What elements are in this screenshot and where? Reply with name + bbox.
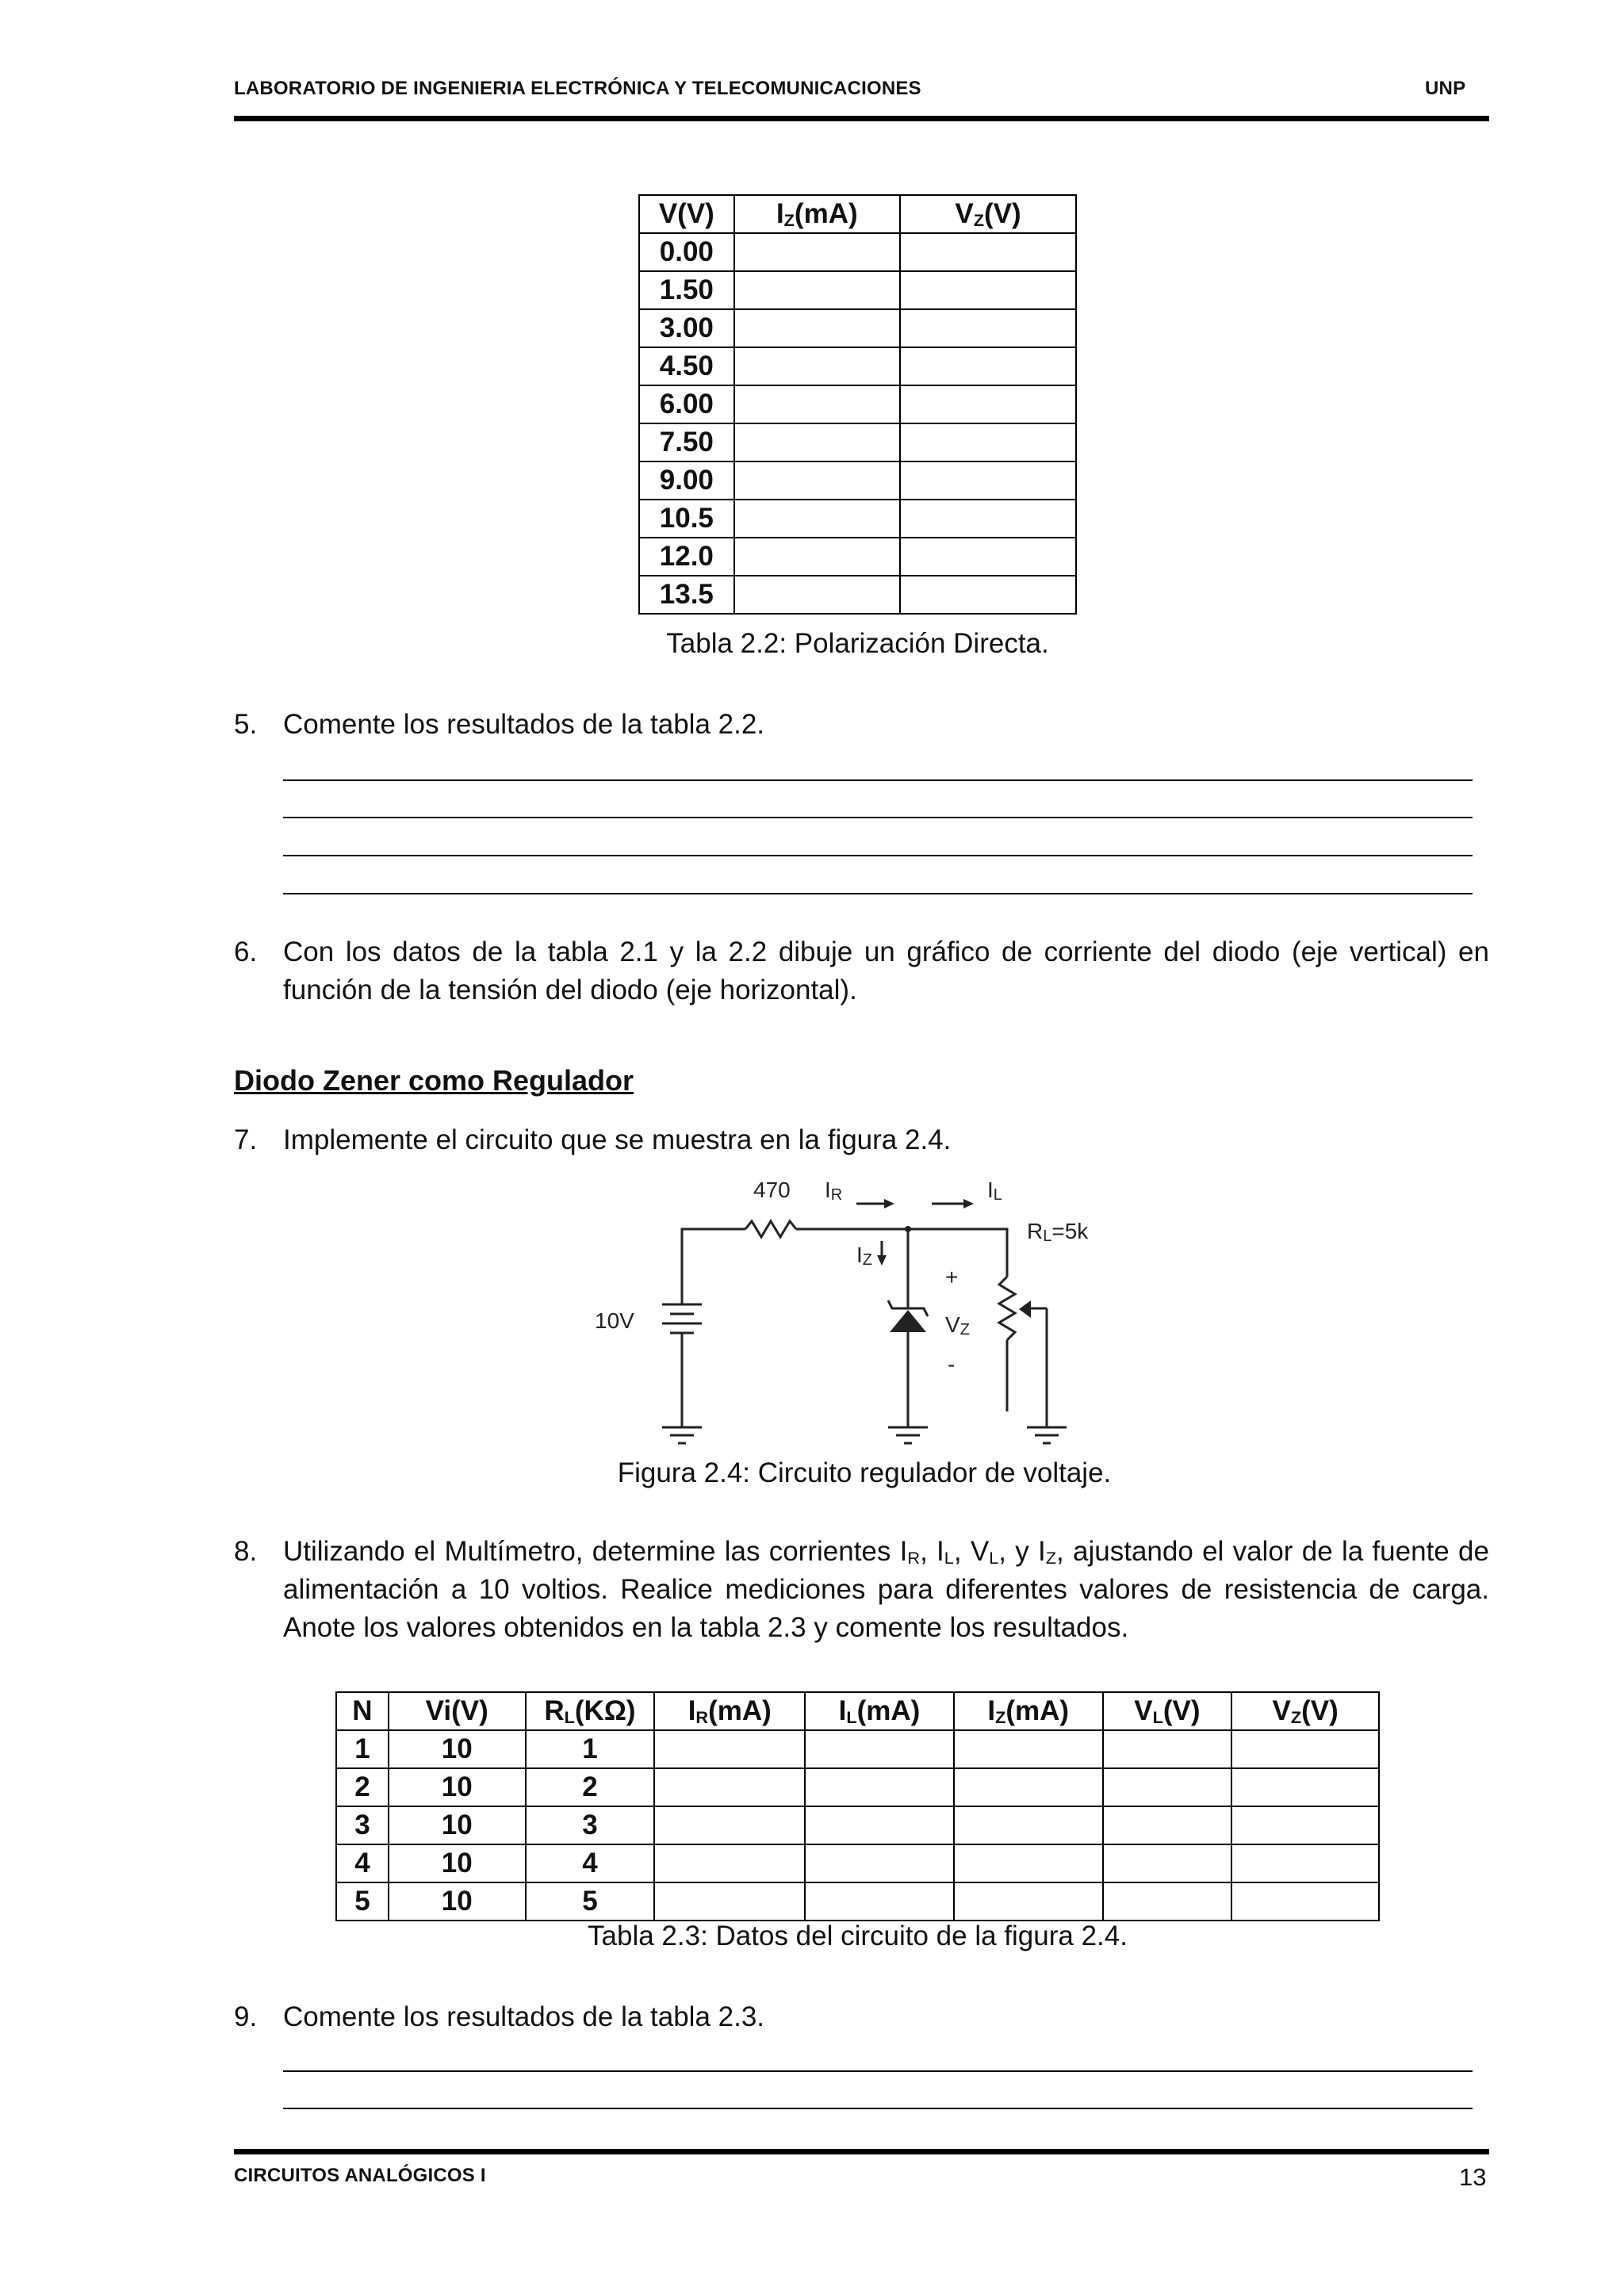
table-row: 3 10 3 (336, 1806, 1379, 1844)
table-2-3 (335, 1691, 1380, 1921)
answer-line[interactable] (283, 2070, 1473, 2072)
col-header-vz: $V_Z(V)$ (900, 195, 1076, 233)
node-dot (905, 1226, 911, 1232)
table-header-row (336, 1692, 1379, 1730)
col-header-rl: $R_L(K\Omega)$ (526, 1692, 655, 1730)
answer-line[interactable] (283, 817, 1473, 818)
col-header-vl: $V_L(V)$ (1103, 1692, 1232, 1730)
table-row: 13.5 (639, 576, 1076, 614)
vz-plus: + (945, 1265, 959, 1289)
item-8 (234, 1533, 1489, 1652)
col-header-v: V(V) (639, 195, 734, 233)
item-9 (234, 1998, 1489, 2038)
item-text: Comente los resultados de la tabla 2.3. (283, 2001, 765, 2032)
item-text: Comente los resultados de la tabla 2.2. (283, 709, 765, 740)
table-2-3-caption: Tabla 2.3: Datos del circuito de la figura 2.4. (588, 1921, 1128, 1951)
item-text: Implemente el circuito que se muestra en la figura 2.4. (283, 1124, 952, 1155)
page-number: 13 (1459, 2163, 1487, 2191)
ir-arrowhead (884, 1199, 894, 1208)
header-title: LABORATORIO DE INGENIERIA ELECTRÓNICA Y TELECOMUNICACIONES (234, 78, 921, 99)
table-row: 9.00 (639, 461, 1076, 500)
circuit-diagram (587, 1174, 1126, 1459)
item-number: 6. (234, 936, 258, 967)
table-row: 2 10 2 (336, 1768, 1379, 1806)
ground-symbol (1027, 1427, 1067, 1443)
rl-label: RL=5k (1027, 1219, 1089, 1245)
table-row: 7.50 (639, 423, 1076, 461)
header-unp: UNP (1425, 78, 1466, 99)
col-header-vi: Vi(V) (389, 1692, 526, 1730)
table-header-row (639, 195, 1076, 233)
table-row: 12.0 (639, 538, 1076, 576)
table-2-2 (638, 194, 1077, 615)
col-header-vz: $V_Z(V)$ (1231, 1692, 1379, 1730)
item-number: 7. (234, 1124, 258, 1155)
resistor-label: 470 (753, 1178, 791, 1202)
item-number: 8. (234, 1536, 258, 1567)
vz-label: VZ (945, 1312, 970, 1338)
source-label: 10V (595, 1308, 634, 1333)
ground-symbol (662, 1427, 702, 1443)
table-row: 6.00 (639, 385, 1076, 423)
table-row: 4 10 4 (336, 1844, 1379, 1882)
item-number: 9. (234, 2001, 258, 2032)
pot-wiper (1019, 1300, 1031, 1318)
item-text: Utilizando el Multímetro, determine las corrientes $I_R$, $I_L$, $V_L$, y $I_Z$, ajustando el valor de la fuente de alimentación a 10 voltios. Realice mediciones para diferentes valores de resistencia de carga. Anote los valores obtenidos en la tabla 2.3 y comente los resultados. (283, 1536, 1489, 1643)
item-7 (234, 1121, 1489, 1161)
vz-minus: - (948, 1352, 956, 1377)
table-row: 3.00 (639, 309, 1076, 347)
table-row: 0.00 (639, 233, 1076, 271)
wire (682, 1229, 745, 1237)
table-row: 1 10 1 (336, 1730, 1379, 1768)
table-row: 1.50 (639, 271, 1076, 309)
il-arrowhead (963, 1199, 974, 1208)
item-5 (234, 706, 1489, 745)
table-2-2-caption: Tabla 2.2: Polarización Directa. (666, 628, 1049, 659)
ground-symbol (888, 1427, 928, 1443)
col-header-il: $I_L(mA)$ (805, 1692, 954, 1730)
header-rule (234, 116, 1489, 121)
col-header-ir: $I_R(mA)$ (654, 1692, 805, 1730)
item-6 (234, 933, 1489, 1013)
table-row: 5 10 5 (336, 1882, 1379, 1921)
footer-rule (234, 2149, 1489, 2154)
table-row: 4.50 (639, 347, 1076, 385)
il-label: IL (987, 1178, 1002, 1204)
col-header-n: N (336, 1692, 389, 1730)
resistor-470 (745, 1221, 796, 1237)
ir-label: IR (825, 1178, 843, 1204)
figure-2-4-caption: Figura 2.4: Circuito regulador de voltaje. (617, 1457, 1112, 1488)
section-title: Diodo Zener como Regulador (234, 1064, 634, 1097)
answer-line[interactable] (283, 855, 1473, 856)
footer-title: CIRCUITOS ANALÓGICOS I (234, 2165, 486, 2186)
potentiometer (999, 1277, 1015, 1340)
col-header-iz: $I_Z(mA)$ (954, 1692, 1103, 1730)
table-row: 10.5 (639, 500, 1076, 538)
answer-line[interactable] (283, 893, 1473, 894)
iz-arrowhead (877, 1255, 887, 1266)
zener-diode (890, 1310, 926, 1332)
answer-line[interactable] (283, 779, 1473, 781)
item-number: 5. (234, 709, 258, 740)
iz-label: IZ (856, 1243, 872, 1269)
item-text: Con los datos de la tabla 2.1 y la 2.2 dibuje un gráfico de corriente del diodo (eje vertical) en función de la tensión del diodo (eje horizontal). (283, 936, 1489, 1005)
col-header-iz: $I_Z(mA)$ (734, 195, 900, 233)
answer-line[interactable] (283, 2108, 1473, 2109)
